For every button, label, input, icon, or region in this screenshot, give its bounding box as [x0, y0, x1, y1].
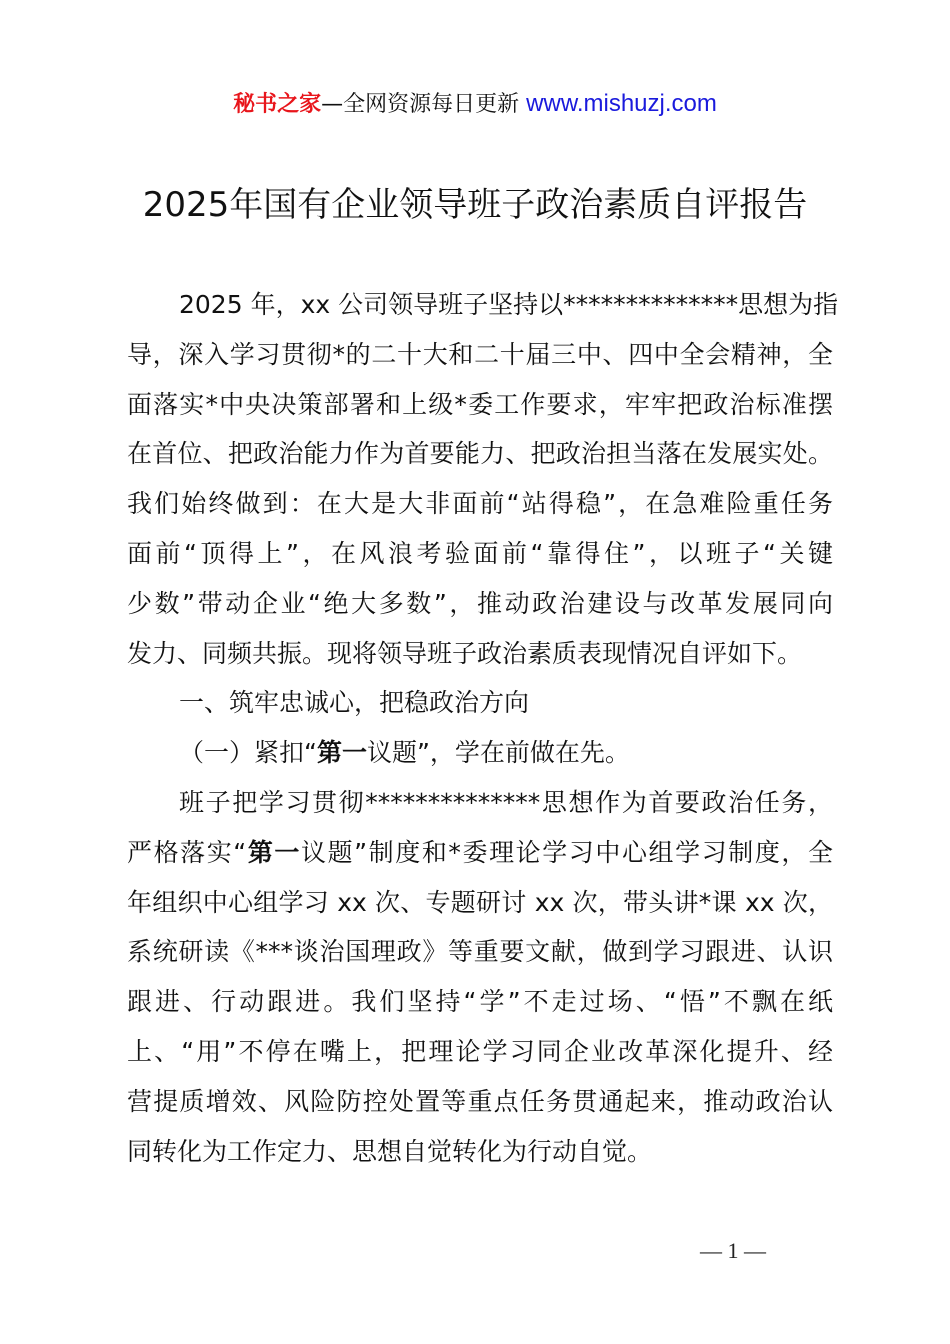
subheading-pre: （一）紧扣“ [179, 738, 317, 768]
line-bold: 第一 [246, 837, 301, 867]
paragraph-line: 导，深入学习贯彻*的二十大和二十届三中、四中全会精神，全 [127, 339, 833, 369]
paragraph-line: 跟进、行动跟进。我们坚持“学”不走过场、“悟”不飘在纸 [127, 987, 833, 1017]
subheading-post: 议题”，学在前做在先。 [366, 738, 630, 768]
line-pre: 严格落实“ [127, 837, 247, 867]
subsection-heading [127, 728, 833, 778]
paragraph-line: 发力、同频共振。现将领导班子政治素质表现情况自评如下。 [127, 638, 803, 668]
site-url-link[interactable]: www.mishuzj.com [526, 90, 717, 117]
paragraph-line: 面前“顶得上”，在风浪考验面前“靠得住”，以班子“关键 [127, 538, 833, 568]
paragraph-line: 在首位、把政治能力作为首要能力、把政治担当落在发展实处。 [127, 439, 833, 469]
site-header [0, 86, 950, 123]
document-title: 2025年国有企业领导班子政治素质自评报告 [142, 185, 808, 225]
header-tagline: —全网资源每日更新 [321, 92, 520, 117]
paragraph-line: 2025 年，xx 公司领导班子坚持以**************思想为指 [179, 290, 839, 319]
brand-name: 秘书之家 [233, 92, 322, 117]
paragraph-line [127, 828, 833, 878]
paragraph-line: 上、“用”不停在嘴上，把理论学习同企业改革深化提升、经 [127, 1036, 833, 1066]
subheading-bold: 第一 [316, 738, 367, 768]
document-body [127, 280, 839, 1176]
page-number: — 1 — [700, 1238, 766, 1263]
section-heading: 一、筑牢忠诚心，把稳政治方向 [179, 688, 530, 718]
paragraph-line: 系统研读《***谈治国理政》等重要文献，做到学习跟进、认识 [127, 937, 833, 967]
line-post: 议题”制度和*委理论学习中心组学习制度，全 [301, 837, 833, 867]
paragraph-line: 同转化为工作定力、思想自觉转化为行动自觉。 [127, 1136, 653, 1166]
paragraph-line: 我们始终做到：在大是大非面前“站得稳”，在急难险重任务 [127, 489, 833, 519]
paragraph-line: 营提质增效、风险防控处置等重点任务贯通起来，推动政治认 [127, 1086, 833, 1116]
paragraph-line: 少数”带动企业“绝大多数”，推动政治建设与改革发展同向 [127, 588, 833, 618]
paragraph-line: 年组织中心组学习 xx 次、专题研讨 xx 次，带头讲*课 xx 次， [127, 887, 833, 917]
paragraph-line: 面落实*中央决策部署和上级*委工作要求，牢牢把政治标准摆 [127, 389, 833, 419]
paragraph-line: 班子把学习贯彻**************思想作为首要政治任务， [179, 787, 833, 817]
